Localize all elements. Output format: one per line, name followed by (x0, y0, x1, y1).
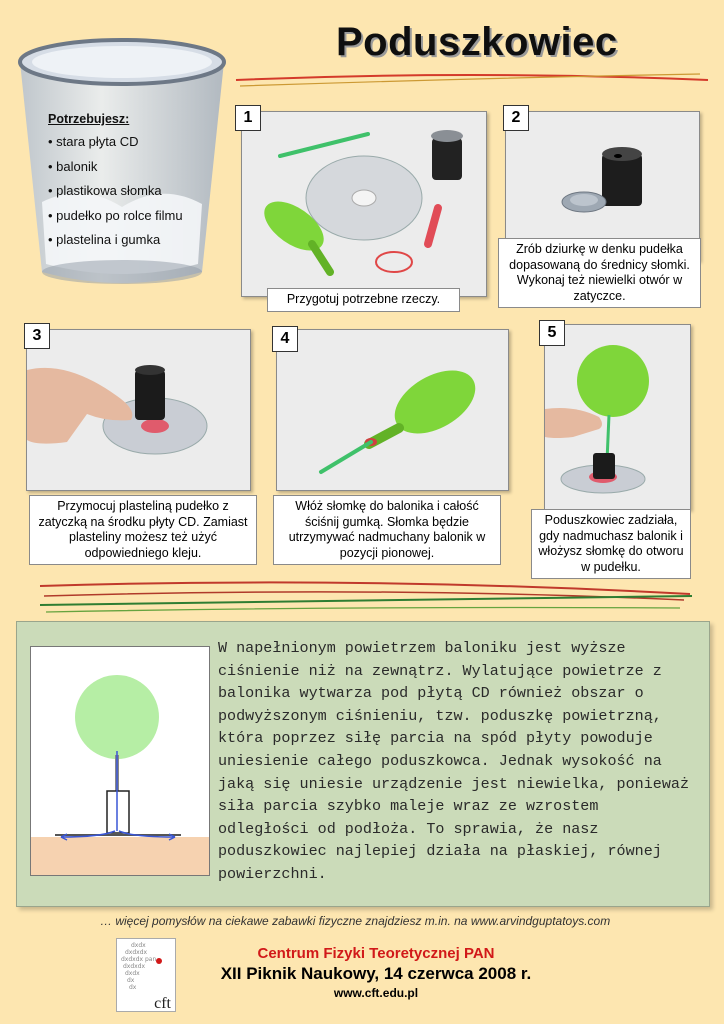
step-5-caption: Poduszkowiec zadziała, gdy nadmuchasz balonik i włożysz słomkę do otworu w pudełku. (531, 509, 691, 579)
step-4-number: 4 (272, 326, 298, 352)
step-4-photo (276, 329, 509, 491)
cft-logo (116, 938, 176, 1012)
step-1-caption: Przygotuj potrzebne rzeczy. (267, 288, 460, 312)
svg-text:dxdx: dxdx (131, 942, 146, 949)
explanation-text: W napełnionym powietrzem baloniku jest wyższe ciśnienie niż na zewnątrz. Wylatujące powietrze z balonika wytwarza pod płytą CD również obszar o podwyższonym ciśnieniu, tzw. poduszkę powietrzną, która poprzez siłę parcia na spód płyty powoduje uniesienie całego poduszkowca. Jednak wysokość na jaką się uniesie urządzenie jest niewielka, ponieważ siła parcia szybko maleje wraz ze wzrostem odległości od podłoża. To sprawia, że nasz poduszkowiec najlepiej działa na płaskiej, równej powierzchni. (218, 639, 690, 883)
event-name: XII Piknik Naukowy, 14 czerwca 2008 r. (220, 964, 532, 983)
more-ideas-text: … więcej pomysłów na ciekawe zabawki fizyczne znajdziesz m.in. na (100, 914, 471, 928)
step-2-number: 2 (503, 105, 529, 131)
svg-text:dxdxdx: dxdxdx (125, 949, 148, 956)
svg-text:dxdx: dxdx (125, 970, 140, 977)
materials-heading: Potrzebujesz: (48, 112, 130, 126)
step-1-photo (241, 111, 487, 297)
materials-item: • plastikowa słomka (48, 183, 162, 198)
materials-item: • stara płyta CD (48, 134, 139, 149)
materials-item: • plastelina i gumka (48, 232, 161, 247)
more-ideas-line (100, 914, 610, 928)
materials-item: • balonik (48, 158, 98, 174)
step-2-caption: Zrób dziurkę w denku pudełka dopasowaną do średnicy słomki. Wykonaj też niewielki otwór w zatyczce. (498, 238, 701, 308)
svg-text:dxdxdx pan: dxdxdx pan (121, 956, 157, 963)
organization-name: Centrum Fizyki Teoretycznej PAN (257, 945, 495, 962)
footer (176, 945, 576, 1000)
footer-website-link[interactable]: www.cft.edu.pl (333, 986, 419, 1000)
svg-text:dx: dx (127, 977, 135, 984)
step-3-photo (26, 329, 251, 491)
step-4-caption: Włóż słomkę do balonika i całość ściśnij gumką. Słomka będzie utrzymywać nadmuchany balonik w pozycji pionowej. (273, 495, 501, 565)
hovercraft-diagram (30, 646, 210, 876)
step-3-number: 3 (24, 323, 50, 349)
step-1-number: 1 (235, 105, 261, 131)
svg-text:dxdxdx: dxdxdx (123, 963, 146, 970)
svg-text:dx: dx (129, 984, 137, 991)
step-5-number: 5 (539, 320, 565, 346)
step-3-caption: Przymocuj plasteliną pudełko z zatyczką na środku płyty CD. Zamiast plasteliny możesz też użyć odpowiedniego kleju. (29, 495, 257, 565)
materials-list (48, 110, 183, 253)
step-5-photo (544, 324, 691, 510)
cft-logo-text: cft (154, 995, 171, 1012)
materials-item: • pudełko po rolce filmu (48, 207, 183, 223)
page-title: Poduszkowiec (336, 20, 618, 64)
arvindguptatoys-link[interactable]: www.arvindguptatoys.com (470, 914, 611, 928)
